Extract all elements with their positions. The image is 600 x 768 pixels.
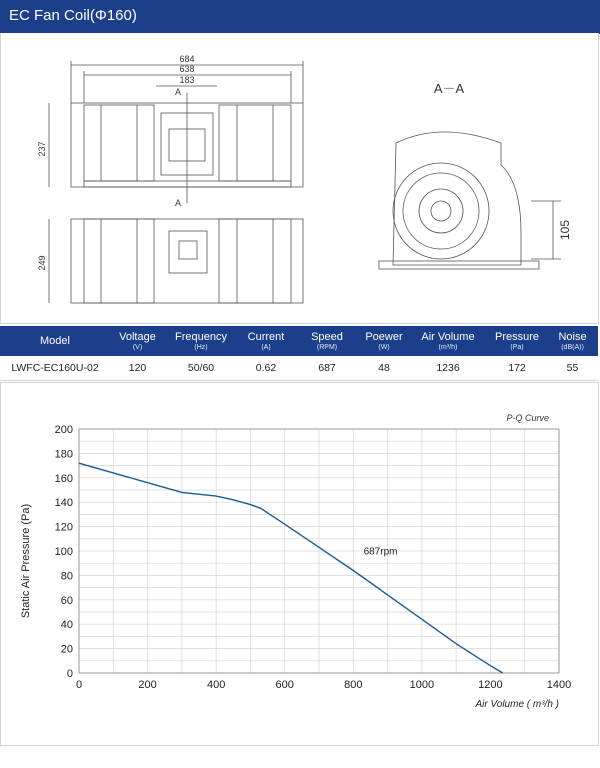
- section-label: A－A: [433, 81, 465, 96]
- page-title: EC Fan Coil(Φ160): [9, 7, 137, 24]
- y-tick-label: 100: [54, 546, 73, 558]
- series-line-687rpm: [79, 463, 503, 673]
- y-tick-label: 160: [54, 472, 73, 485]
- table-row: [0, 356, 598, 381]
- x-tick-label: 800: [344, 679, 363, 691]
- spec-table: [0, 326, 598, 381]
- header-frequency: Frequency (Hz): [175, 331, 227, 351]
- y-tick-label: 200: [54, 424, 73, 436]
- header-pressure: Pressure (Pa): [494, 331, 540, 351]
- header-voltage: Voltage (V): [119, 331, 156, 351]
- technical-drawing: [0, 33, 599, 324]
- y-axis-label: Static Air Pressure (Pa): [20, 503, 32, 619]
- y-tick-label: 20: [60, 643, 73, 656]
- dim-249: 249: [37, 255, 47, 271]
- x-axis-label: Air Volume ( m³/h ): [475, 699, 559, 710]
- marker-a-bottom: A: [175, 198, 182, 208]
- y-tick-label: 40: [60, 619, 73, 632]
- x-tick-label: 1200: [478, 679, 503, 691]
- pq-chart-panel: [0, 382, 599, 746]
- y-tick-label: 80: [60, 570, 73, 583]
- cell-model: LWFC-EC160U-02: [11, 362, 99, 374]
- dim-684: 684: [179, 54, 195, 64]
- series-label: 687rpm: [363, 546, 398, 558]
- cell-voltage: 120: [128, 362, 147, 374]
- cell-noise: 55: [566, 362, 579, 374]
- chart-title: P-Q Curve: [506, 413, 549, 423]
- header-noise: Noise (dB(A)): [558, 331, 587, 351]
- dim-237: 237: [37, 141, 47, 157]
- fan-coil-drawing: [1, 33, 598, 323]
- y-tick-label: 60: [60, 594, 73, 607]
- y-tick-label: 0: [66, 668, 73, 680]
- cell-speed: 687: [318, 362, 336, 374]
- header-speed: Speed (RPM): [311, 331, 343, 351]
- pq-curve-chart: [1, 383, 598, 745]
- header-air-volume: Air Volume (m³/h): [421, 331, 475, 351]
- cell-air-volume: 1236: [436, 362, 460, 374]
- y-tick-label: 120: [54, 521, 73, 534]
- x-tick-label: 1000: [409, 679, 435, 691]
- y-tick-label: 180: [54, 448, 73, 461]
- header-model: Model: [40, 335, 70, 347]
- y-tick-label: 140: [54, 497, 73, 510]
- cell-current: 0.62: [255, 362, 277, 374]
- dim-638: 638: [179, 64, 195, 74]
- x-tick-label: 0: [75, 679, 83, 691]
- marker-a-top: A: [175, 87, 182, 97]
- header-power: Poewer (W): [365, 331, 403, 351]
- x-tick-label: 200: [138, 679, 157, 691]
- dim-183: 183: [179, 75, 195, 85]
- x-tick-label: 1400: [546, 679, 572, 691]
- cell-pressure: 172: [508, 362, 526, 374]
- dim-105: 105: [558, 219, 572, 241]
- cell-frequency: 50/60: [187, 362, 215, 374]
- x-tick-label: 600: [275, 679, 294, 691]
- cell-power: 48: [378, 362, 390, 374]
- page-header: [0, 0, 600, 34]
- spec-header-row: [0, 326, 598, 356]
- header-current: Current (A): [247, 331, 285, 351]
- x-tick-label: 400: [206, 679, 226, 691]
